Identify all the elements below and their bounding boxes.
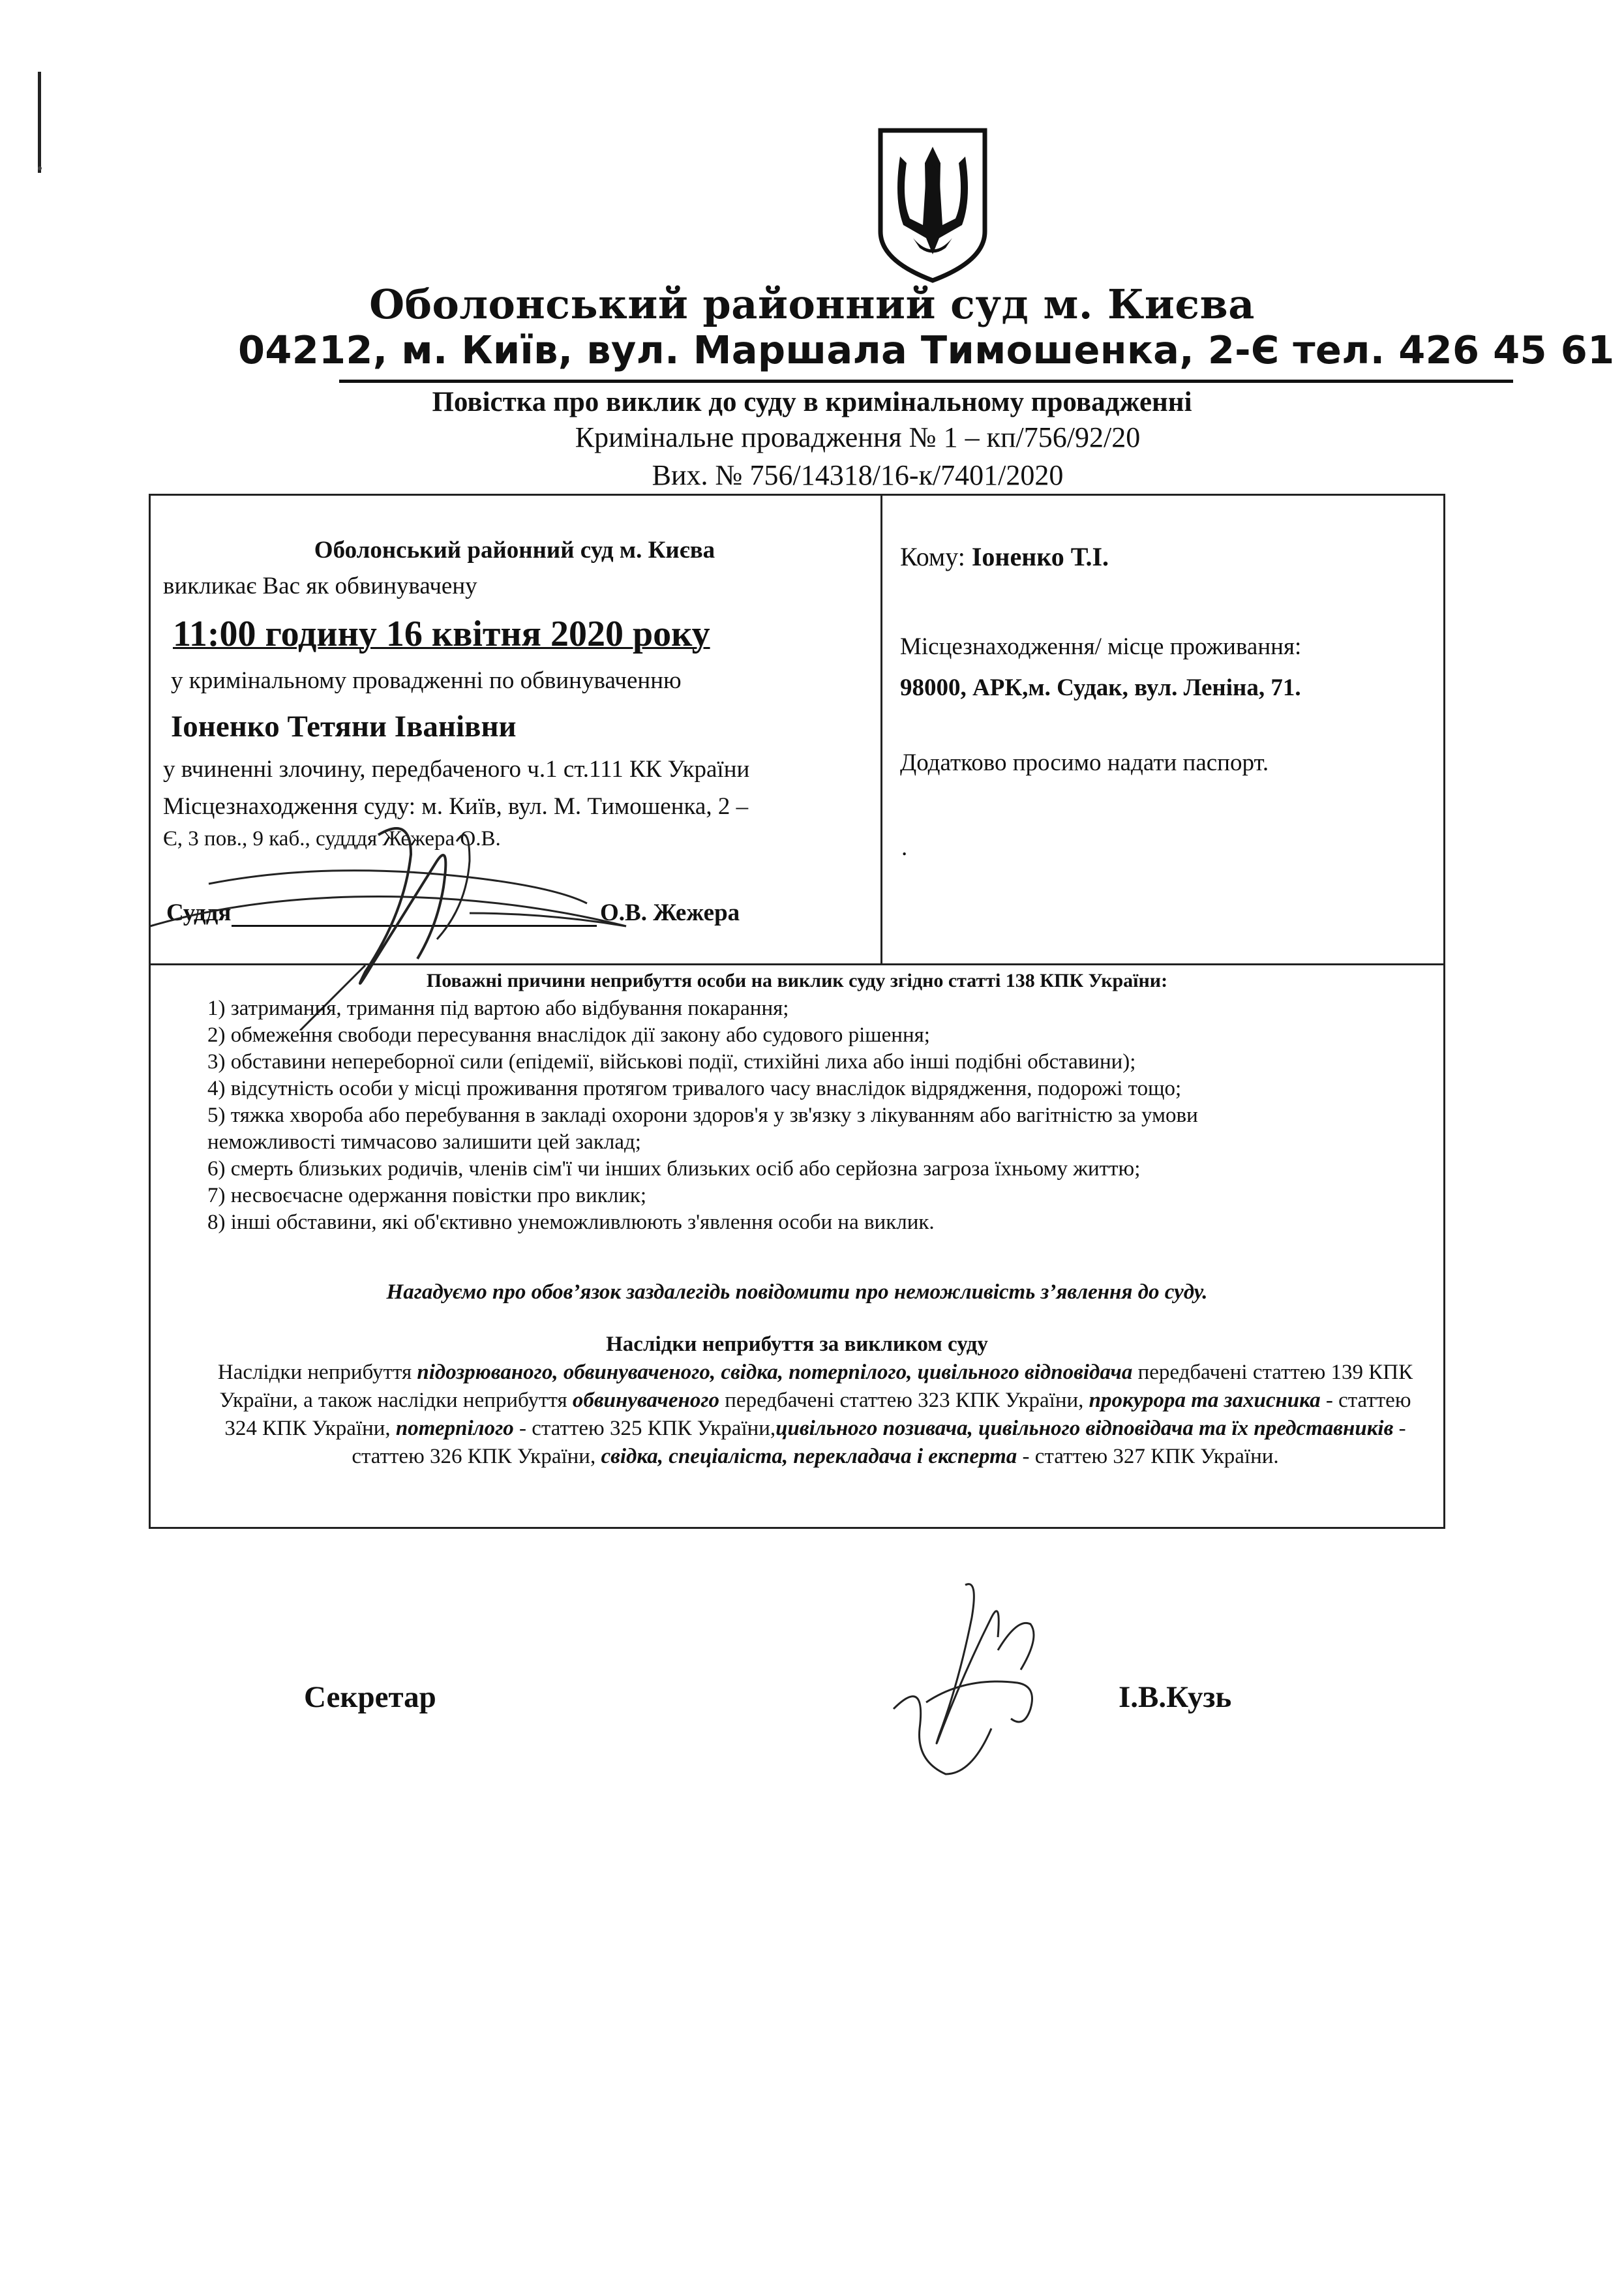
outgoing-number: Вих. № 756/14318/16-к/7401/2020 — [652, 459, 1064, 491]
consequences-emphasis: потерпілого — [395, 1417, 514, 1440]
reasons-list — [207, 995, 1434, 1236]
list-item: 2) обмеження свободи пересування внаслідок дії закону або судового рішення; — [207, 1023, 930, 1047]
consequences-part: Наслідки неприбуття — [217, 1361, 417, 1384]
judge-label: Суддя — [166, 899, 232, 926]
stray-dot: . — [901, 834, 908, 861]
proceeding-text: у кримінальному провадженні по обвинуваченню — [171, 667, 682, 694]
consequences-emphasis: прокурора та захисника — [1089, 1389, 1321, 1412]
list-item: 3) обставини непереборної сили (епідемії, військові події, стихійні лиха або інші подібні обставини); — [207, 1050, 1136, 1074]
scan-mark — [38, 72, 41, 173]
consequences-part: передбачені статтею 139 КПК України, а також наслідки неприбуття — [219, 1361, 1413, 1412]
crime-text: у вчиненні злочину, передбаченого ч.1 ст.111 КК України — [163, 756, 750, 783]
trident-emblem-icon — [874, 127, 991, 284]
calls-as-text: викликає Вас як обвинувачену — [163, 573, 477, 599]
case-number: Кримінальне провадження № 1 – кп/756/92/20 — [575, 421, 1141, 453]
recipient-name: Іоненко Т.І. — [971, 542, 1109, 571]
passport-note: Додатково просимо надати паспорт. — [900, 749, 1269, 776]
reasons-title: Поважні причини неприбуття особи на виклик суду згідно статті 138 КПК України: — [426, 970, 1168, 991]
recipient-label: Кому: — [900, 542, 965, 571]
accused-name: Іоненко Тетяни Іванівни — [171, 710, 517, 744]
court-name: Оболонський районний суд м. Києва — [369, 280, 1255, 328]
consequences-emphasis: цивільного позивача, цивільного відповідача та їх представників — [775, 1417, 1394, 1440]
consequences-part: - статтею 324 КПК України, — [224, 1389, 1411, 1440]
list-item: неможливості тимчасово залишити цей заклад; — [207, 1130, 641, 1154]
list-item: 7) несвоєчасне одержання повістки про виклик; — [207, 1184, 647, 1207]
list-item: 1) затримання, тримання під вартою або відбування покарання; — [207, 997, 789, 1020]
consequences-part: - статтею 325 КПК України, — [513, 1417, 776, 1440]
list-item: 8) інші обставини, які об'єктивно унеможливлюють з'явлення особи на виклик. — [207, 1211, 935, 1234]
left-court-name: Оболонський районний суд м. Києва — [314, 537, 715, 564]
secretary-label: Секретар — [304, 1680, 436, 1714]
court-location-line1: Місцезнаходження суду: м. Київ, вул. М. Тимошенка, 2 – — [163, 793, 749, 820]
residence-label: Місцезнаходження/ місце проживання: — [900, 633, 1302, 660]
consequences-emphasis: підозрюваного, обвинуваченого, свідка, потерпілого, цивільного відповідача — [417, 1361, 1133, 1384]
scan-dot — [38, 166, 42, 170]
judge-name: О.В. Жежера — [600, 899, 740, 926]
header-rule — [339, 380, 1513, 383]
consequences-text — [215, 1359, 1415, 1471]
secretary-name: І.В.Кузь — [1119, 1680, 1232, 1714]
column-divider — [880, 494, 882, 963]
consequences-part: - статтею 327 КПК України. — [1017, 1445, 1279, 1468]
consequences-emphasis: обвинуваченого — [572, 1389, 720, 1412]
court-address: 04212, м. Київ, вул. Маршала Тимошенка, 2-Є тел. 426 45 61 — [238, 327, 1615, 372]
recipient-line — [900, 541, 1109, 572]
residence-address: 98000, АРК,м. Судак, вул. Леніна, 71. — [900, 674, 1301, 701]
consequences-part: передбачені статтею 323 КПК України, — [719, 1389, 1089, 1412]
consequences-part: - статтею 326 КПК України, — [352, 1417, 1406, 1468]
list-item: 4) відсутність особи у місці проживання протягом тривалого часу внаслідок відрядження, подорожі тощо; — [207, 1077, 1182, 1100]
list-item: 5) тяжка хвороба або перебування в закладі охорони здоров'я у зв'язку з лікуванням або вагітністю за умови — [207, 1104, 1198, 1127]
consequences-emphasis: свідка, спеціаліста, перекладача і експерта — [601, 1445, 1017, 1468]
summons-title: Повістка про виклик до суду в кримінальному провадженні — [432, 387, 1192, 417]
secretary-signature — [867, 1578, 1063, 1794]
hearing-datetime: 11:00 годину 16 квітня 2020 року — [173, 614, 710, 654]
consequences-title: Наслідки неприбуття за викликом суду — [606, 1333, 988, 1356]
court-location-line2: Є, 3 пов., 9 каб., судддя Жежера О.В. — [163, 827, 501, 851]
reminder-text: Нагадуємо про обов’язок заздалегідь повідомити про неможливість з’явлення до суду. — [386, 1280, 1208, 1304]
list-item: 6) смерть близьких родичів, членів сім'ї чи інших близьких осіб або серйозна загроза їхньому життю; — [207, 1157, 1141, 1181]
